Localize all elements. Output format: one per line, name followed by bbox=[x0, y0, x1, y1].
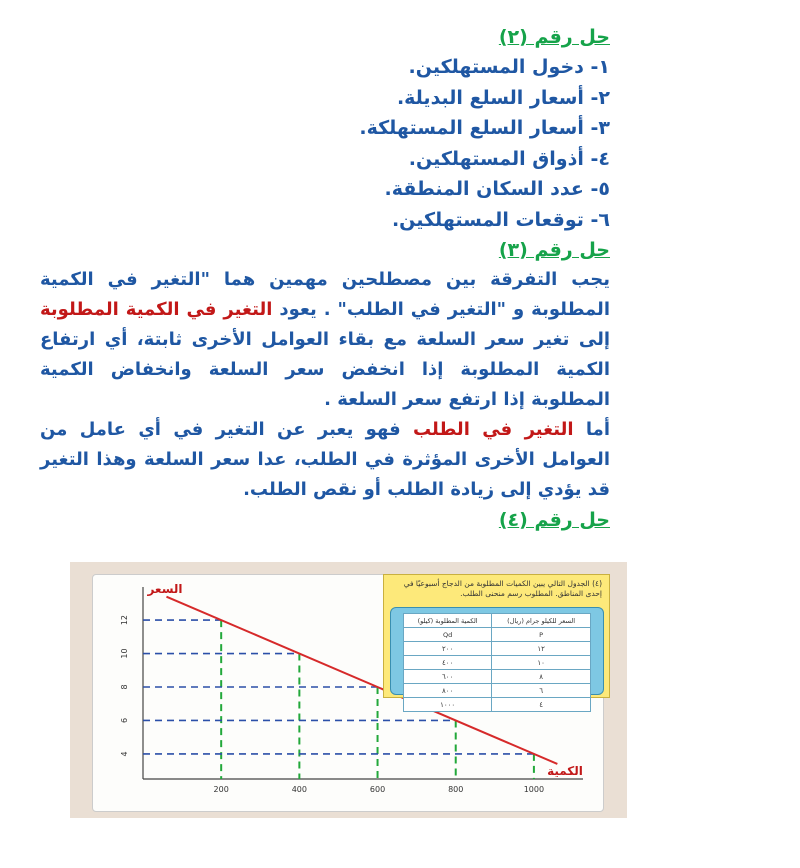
table-cell: ١٠٠٠ bbox=[404, 698, 492, 712]
table-cell: ٨ bbox=[492, 670, 591, 684]
table-row bbox=[404, 656, 591, 670]
list-item: ١- دخول المستهلكين. bbox=[408, 56, 610, 78]
paragraph-text: إلى تغير سعر السلعة مع بقاء العوامل الأخرى ثابتة، أي ارتفاع الكمية المطلوبة إذا انخفض سعر السلعة وانخفاض الكمية المطلوبة إذا ارتفع سعر السلعة . bbox=[40, 329, 610, 410]
solution-4-heading: حل رقم (٤) bbox=[498, 509, 610, 531]
paragraph-quantity-demanded bbox=[40, 265, 610, 415]
table-cell: ٢٠٠ bbox=[404, 642, 492, 656]
table-header: الكمية المطلوبة (كيلو) bbox=[404, 614, 492, 628]
x-tick-label: 1000 bbox=[523, 785, 545, 794]
y-tick-label: 8 bbox=[120, 684, 129, 690]
list-item: ٥- عدد السكان المنطقة. bbox=[384, 178, 610, 200]
y-axis-title: السعر bbox=[147, 582, 183, 596]
list-item: ٢- أسعار السلع البديلة. bbox=[396, 86, 610, 109]
list-item: ٣- أسعار السلع المستهلكة. bbox=[359, 117, 610, 139]
x-tick-label: 600 bbox=[369, 785, 386, 794]
table-cell: ٤ bbox=[492, 698, 591, 712]
y-tick-label: 6 bbox=[120, 717, 129, 724]
table-cell: ٨٠٠ bbox=[404, 684, 492, 698]
paragraph-text: يجب التفرقة بين مصطلحين مهمين هما "التغير في الكمية المطلوبة و "التغير في الطلب" . يعود bbox=[40, 269, 610, 320]
solution-3-heading: حل رقم (٣) bbox=[498, 239, 610, 261]
paragraph-text: أما bbox=[573, 419, 610, 440]
table-row bbox=[404, 698, 591, 712]
x-tick-label: 200 bbox=[213, 785, 229, 794]
table-row bbox=[404, 670, 591, 684]
y-tick-label: 12 bbox=[120, 614, 129, 626]
highlight-term: التغير في الطلب bbox=[413, 419, 574, 440]
y-tick-label: 4 bbox=[120, 751, 129, 757]
table-row bbox=[404, 642, 591, 656]
x-tick-label: 400 bbox=[291, 785, 308, 794]
table-frame bbox=[390, 607, 604, 709]
table-cell: ١٠ bbox=[492, 656, 591, 670]
table-caption: (٤) الجدول التالي يبين الكميات المطلوبة من الدجاج أسبوعيًا في إحدى المناطق. المطلوب رسم منحنى الطلب. bbox=[403, 579, 602, 598]
document-body bbox=[40, 22, 610, 535]
list-item: ٦- توقعات المستهلكين. bbox=[391, 208, 610, 231]
table-row bbox=[404, 684, 591, 698]
paragraph-text: فهو يعبر عن التغير في أي عامل من العوامل الأخرى المؤثرة في الطلب، عدا سعر السلعة وهذا التغير قد يؤدي إلى زيادة الطلب أو نقص الطلب. bbox=[40, 419, 610, 500]
solution-2-heading: حل رقم (٢) bbox=[498, 26, 610, 48]
demand-figure bbox=[70, 562, 627, 818]
table-cell: ٦ bbox=[492, 684, 591, 698]
highlight-term: التغير في الكمية المطلوبة bbox=[40, 299, 273, 320]
table-cell: ٦٠٠ bbox=[404, 670, 492, 684]
paragraph-demand-change bbox=[40, 415, 610, 505]
list-item: ٤- أذواق المستهلكين. bbox=[408, 147, 610, 170]
x-tick-label: 800 bbox=[448, 785, 464, 794]
table-cell: ٤٠٠ bbox=[404, 656, 492, 670]
question-table-card bbox=[383, 574, 610, 709]
table-cell: ١٢ bbox=[492, 642, 591, 656]
y-tick-label: 10 bbox=[120, 648, 129, 659]
table-header: السعر للكيلو جرام (ريال) bbox=[492, 614, 591, 628]
table-subheader: P bbox=[492, 628, 591, 642]
table-subheader: Qd bbox=[404, 628, 492, 642]
x-axis-title: الكمية bbox=[547, 764, 583, 778]
demand-table bbox=[403, 613, 591, 712]
